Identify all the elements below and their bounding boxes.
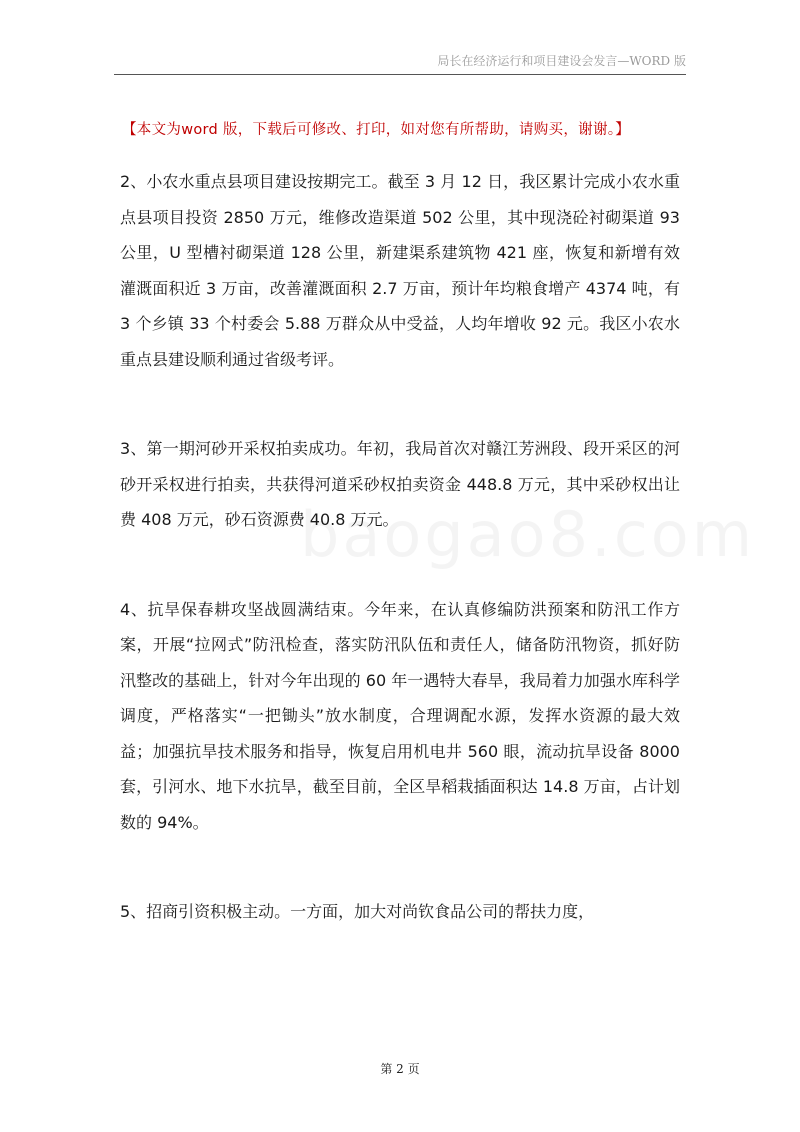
paragraph-spacer — [120, 538, 680, 592]
page-header — [114, 50, 686, 75]
page-number: 第 2 页 — [380, 1062, 420, 1076]
page-footer — [0, 1060, 800, 1077]
paragraph-2: 2、小农水重点县项目建设按期完工。截至 3 月 12 日，我区累计完成小农水重点县项目投资 2850 万元，维修改造渠道 502 公里，其中现浇砼衬砌渠道 93 公里，U 型槽衬砌渠道 128 公里，新建渠系建筑物 421 座，恢复和新增有效灌溉面积近 3 万亩，改善灌溉面积 2.7 万亩，预计年均粮食增产 4374 吨，有 3 个乡镇 33 个村委会 5.88 万群众从中受益，人均年增收 92 元。我区小农水重点县建设顺利通过省级考评。 — [120, 172, 680, 369]
paragraph-spacer — [120, 377, 680, 431]
paragraph-3: 3、第一期河砂开采权拍卖成功。年初，我局首次对赣江芳洲段、段开采区的河砂开采权进行拍卖，共获得河道采砂权拍卖资金 448.8 万元，其中采砂权出让费 408 万元，砂石资源费 40.8 万元。 — [120, 439, 680, 529]
paragraph-4: 4、抗旱保春耕攻坚战圆满结束。今年来，在认真修编防洪预案和防汛工作方案，开展“拉网式”防汛检查，落实防汛队伍和责任人，储备防汛物资，抓好防汛整改的基础上，针对今年出现的 60 年一遇特大春旱，我局着力加强水库科学调度，严格落实“一把锄头”放水制度，合理调配水源，发挥水资源的最大效益；加强抗旱技术服务和指导，恢复启用机电井 560 眼，流动抗旱设备 8000 套，引河水、地下水抗旱，截至目前，全区旱稻栽插面积达 14.8 万亩，占计划数的 94%。 — [120, 599, 680, 832]
document-body — [120, 164, 680, 930]
paragraph-5: 5、招商引资积极主动。一方面，加大对尚钦食品公司的帮扶力度， — [120, 902, 595, 921]
purchase-notice: 【本文为word 版，下载后可修改、打印，如对您有所帮助，请购买，谢谢。】 — [122, 122, 631, 138]
header-title: 局长在经济运行和项目建设会发言—WORD 版 — [437, 54, 686, 68]
paragraph-spacer — [120, 840, 680, 894]
